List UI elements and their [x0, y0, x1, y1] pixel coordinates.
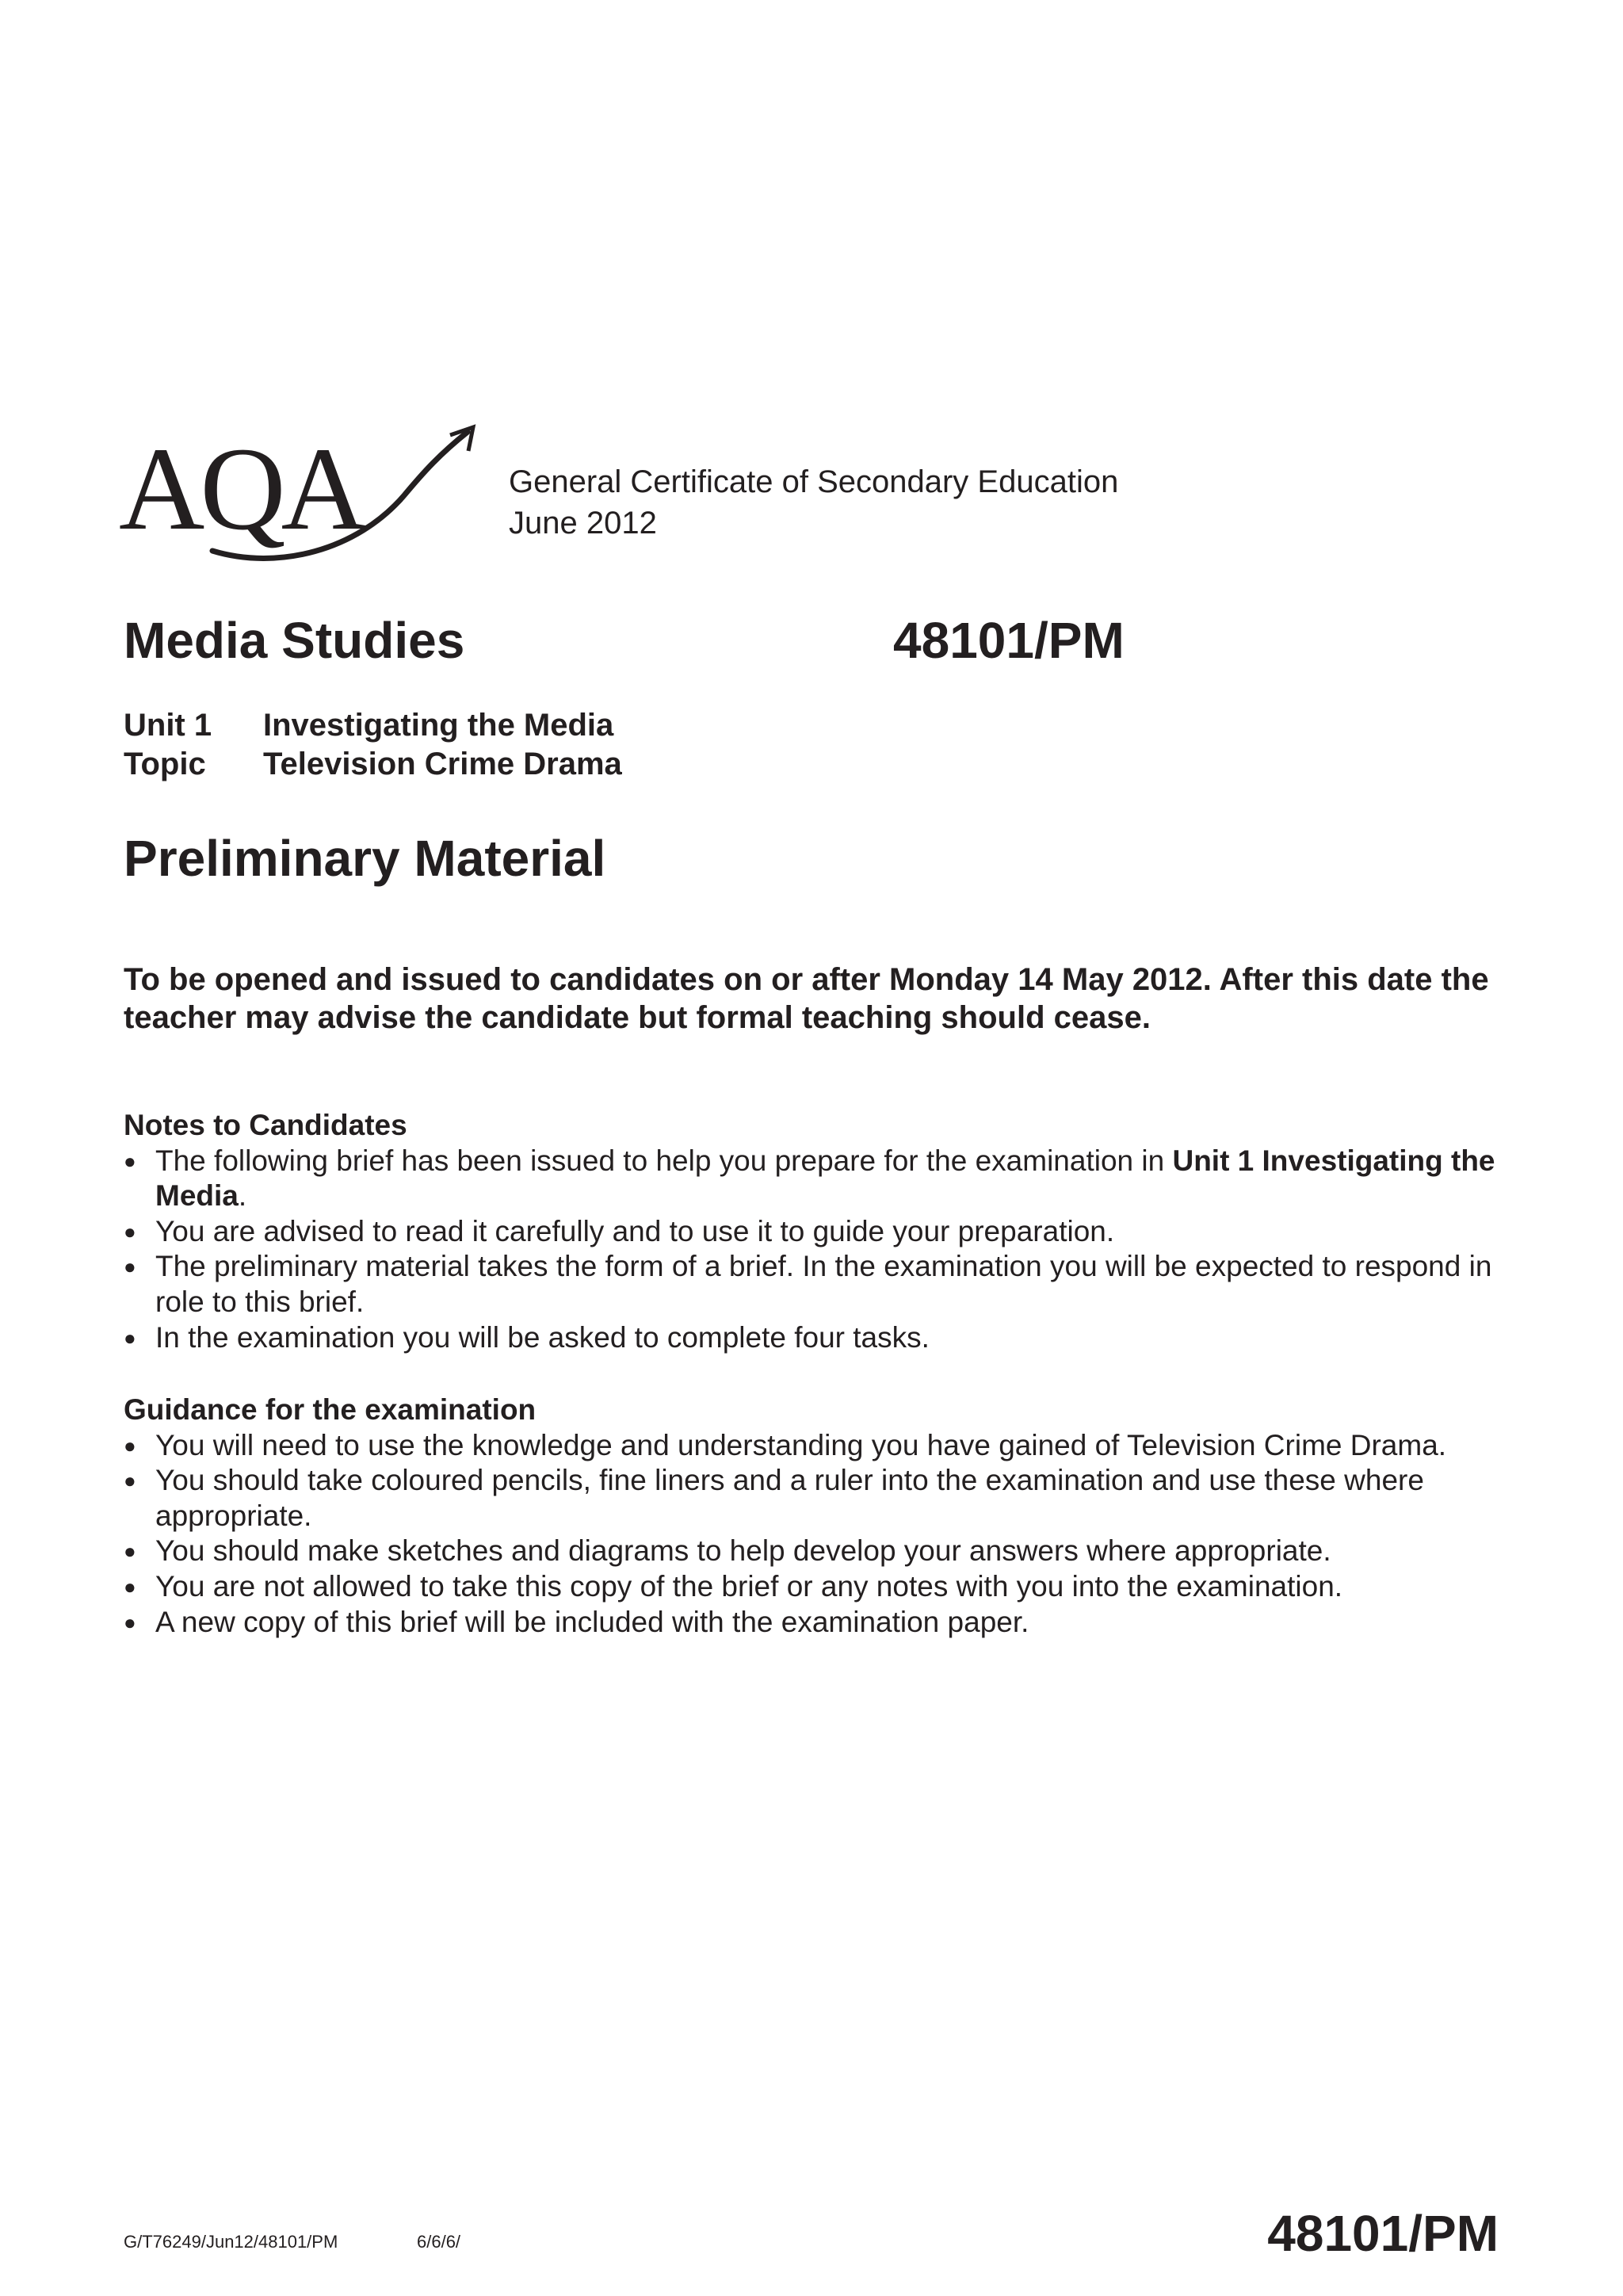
footer-batch: 6/6/6/	[417, 2232, 461, 2252]
list-item: ● A new copy of this brief will be included with the examination paper.	[124, 1605, 1518, 1641]
subject-title: Media Studies	[124, 612, 465, 669]
unit-label: Unit 1	[124, 708, 212, 743]
list-item: ● In the examination you will be asked to complete four tasks.	[124, 1320, 1518, 1356]
document-title: Preliminary Material	[124, 830, 606, 887]
guidance-section	[124, 1392, 1518, 1640]
bullet-icon: ●	[124, 1433, 136, 1457]
notes-heading: Notes to Candidates	[124, 1109, 407, 1141]
list-item: ● You are not allowed to take this copy of the brief or any notes with you into the examination.	[124, 1569, 1518, 1605]
bullet-icon: ●	[124, 1255, 136, 1279]
footer-reference: G/T76249/Jun12/48101/PM	[124, 2232, 338, 2252]
list-item: ● The preliminary material takes the form of a brief. In the examination you will be expected to respond in role to this brief.	[124, 1250, 1492, 1318]
unit-reference: Unit 1 Investigating the Media	[155, 1144, 1495, 1213]
svg-text:AQA: AQA	[119, 424, 362, 555]
guidance-heading: Guidance for the examination	[124, 1393, 537, 1426]
notes-list	[124, 1144, 1518, 1356]
bullet-icon: ●	[124, 1219, 136, 1244]
list-item: ● You should take coloured pencils, fine liners and a ruler into the examination and use these where appropriate.	[124, 1464, 1424, 1532]
list-item: ● You should make sketches and diagrams to help develop your answers where appropriate.	[124, 1534, 1518, 1569]
qualification-title: General Certificate of Secondary Education	[509, 464, 1119, 499]
list-item: ● You will need to use the knowledge and understanding you have gained of Television Crime Drama.	[124, 1428, 1518, 1464]
topic-label: Topic	[124, 747, 206, 781]
topic-row	[124, 745, 622, 783]
bullet-icon: ●	[124, 1148, 136, 1173]
bullet-icon: ●	[124, 1574, 136, 1599]
topic-name: Television Crime Drama	[263, 747, 622, 781]
list-item: ● The following brief has been issued to help you prepare for the examination in Unit 1 Investigating the Media.	[124, 1144, 1495, 1213]
guidance-list	[124, 1428, 1518, 1641]
aqa-logo	[119, 424, 483, 567]
notes-section	[124, 1108, 1518, 1355]
unit-name: Investigating the Media	[263, 708, 614, 743]
exam-session: June 2012	[509, 506, 657, 541]
list-item: ● You are advised to read it carefully and to use it to guide your preparation.	[124, 1214, 1518, 1250]
paper-code: 48101/PM	[893, 612, 1125, 669]
bullet-icon: ●	[124, 1610, 136, 1634]
opening-notice: To be opened and issued to candidates on or after Monday 14 May 2012. After this date the teacher may advise the candidate but formal teaching should cease.	[124, 962, 1489, 1035]
footer-paper-code: 48101/PM	[1267, 2205, 1499, 2262]
bullet-icon: ●	[124, 1469, 136, 1493]
bullet-icon: ●	[124, 1539, 136, 1564]
unit-row	[124, 706, 613, 744]
bullet-icon: ●	[124, 1325, 136, 1350]
